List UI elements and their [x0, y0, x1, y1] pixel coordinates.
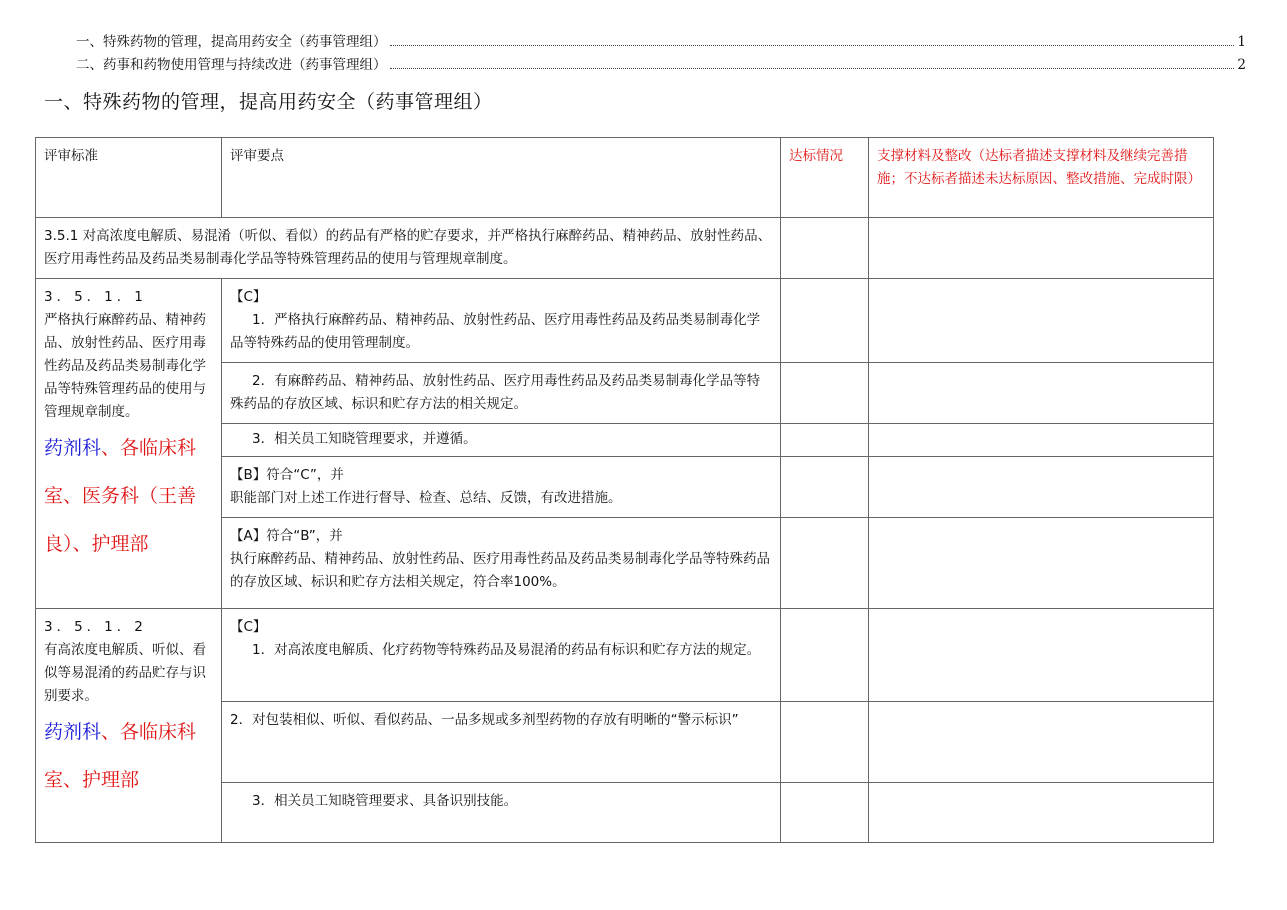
key-point-c3 — [222, 783, 781, 843]
table-header-row — [36, 138, 1214, 218]
review-table — [35, 137, 1214, 843]
materials-cell[interactable] — [869, 609, 1214, 702]
header-compliance: 达标情况 — [781, 138, 869, 218]
materials-cell[interactable] — [869, 424, 1214, 457]
toc-leader-dots — [390, 45, 1235, 46]
toc-entry-1[interactable] — [76, 30, 1246, 53]
grade-label: 【B】符合“C”，并 — [230, 467, 344, 483]
key-point-text: 3．相关员工知晓管理要求、具备识别技能。 — [252, 793, 518, 809]
compliance-cell[interactable] — [781, 218, 869, 279]
header-key-points: 评审要点 — [222, 138, 781, 218]
grade-label: 【C】 — [230, 619, 267, 635]
responsible-departments — [44, 424, 213, 568]
key-point-text: 1．严格执行麻醉药品、精神药品、放射性药品、医疗用毒性药品及药品类易制毒化学品等特殊药品的使用管理制度。 — [230, 312, 761, 351]
toc-page-number: 2 — [1237, 57, 1246, 73]
standard-description: 严格执行麻醉药品、精神药品、放射性药品、医疗用毒性药品及药品类易制毒化学品等特殊管理药品的使用与管理规章制度。 — [44, 312, 206, 420]
header-supporting-materials: 支撑材料及整改（达标者描述支撑材料及继续完善措施；不达标者描述未达标原因、整改措施、完成时限） — [869, 138, 1214, 218]
key-point-a — [222, 518, 781, 609]
toc-entry-text: 二、药事和药物使用管理与持续改进（药事管理组） — [76, 57, 387, 73]
toc-entry-text: 一、特殊药物的管理，提高用药安全（药事管理组） — [76, 34, 387, 50]
key-point-text: 3．相关员工知晓管理要求，并遵循。 — [252, 431, 477, 447]
key-point-c1 — [222, 609, 781, 702]
key-point-text: 2．有麻醉药品、精神药品、放射性药品、医疗用毒性药品及药品类易制毒化学品等特殊药品的存放区域、标识和贮存方法的相关规定。 — [230, 373, 761, 412]
compliance-cell[interactable] — [781, 457, 869, 518]
key-point-text: 2．对包装相似、听似、看似药品、一品多规或多剂型药物的存放有明晰的“警示标识” — [230, 712, 739, 728]
materials-cell[interactable] — [869, 279, 1214, 363]
responsible-departments — [44, 708, 213, 804]
materials-cell[interactable] — [869, 783, 1214, 843]
dept-primary: 药剂科 — [44, 721, 102, 743]
key-point-c3 — [222, 424, 781, 457]
compliance-cell[interactable] — [781, 609, 869, 702]
standard-code: 3．5．1．1 — [44, 289, 147, 305]
compliance-cell[interactable] — [781, 702, 869, 783]
table-row — [36, 609, 1214, 702]
materials-cell[interactable] — [869, 363, 1214, 424]
compliance-cell[interactable] — [781, 424, 869, 457]
section-heading: 一、特殊药物的管理，提高用药安全（药事管理组） — [44, 91, 493, 113]
key-point-c2 — [222, 363, 781, 424]
toc-leader-dots — [390, 68, 1235, 69]
key-point-text: 职能部门对上述工作进行督导、检查、总结、反馈，有改进措施。 — [230, 490, 622, 506]
materials-cell[interactable] — [869, 457, 1214, 518]
section-standard-text: 3.5.1 对高浓度电解质、易混淆（听似、看似）的药品有严格的贮存要求，并严格执行麻醉药品、精神药品、放射性药品、医疗用毒性药品及药品类易制毒化学品等特殊管理药品的使用与管理规章制度。 — [36, 218, 781, 279]
grade-label: 【C】 — [230, 289, 267, 305]
dept-others: 、各临床科室、护理部 — [44, 721, 197, 791]
compliance-cell[interactable] — [781, 279, 869, 363]
compliance-cell[interactable] — [781, 783, 869, 843]
section-row — [36, 218, 1214, 279]
standard-cell-item1 — [36, 279, 222, 609]
grade-label: 【A】符合“B”，并 — [230, 528, 343, 544]
materials-cell[interactable] — [869, 702, 1214, 783]
table-row — [36, 279, 1214, 363]
key-point-c2 — [222, 702, 781, 783]
key-point-text: 1．对高浓度电解质、化疗药物等特殊药品及易混淆的药品有标识和贮存方法的规定。 — [252, 642, 761, 658]
toc-page-number: 1 — [1237, 34, 1246, 50]
compliance-cell[interactable] — [781, 363, 869, 424]
key-point-text: 执行麻醉药品、精神药品、放射性药品、医疗用毒性药品及药品类易制毒化学品等特殊药品的存放区域、标识和贮存方法相关规定，符合率100%。 — [230, 551, 770, 590]
compliance-cell[interactable] — [781, 518, 869, 609]
dept-primary: 药剂科 — [44, 437, 102, 459]
key-point-c1 — [222, 279, 781, 363]
materials-cell[interactable] — [869, 218, 1214, 279]
standard-cell-item2 — [36, 609, 222, 843]
standard-code: 3．5．1．2 — [44, 619, 147, 635]
materials-cell[interactable] — [869, 518, 1214, 609]
header-standard: 评审标准 — [36, 138, 222, 218]
dept-others: 、各临床科室、医务科（王善良）、护理部 — [44, 437, 197, 555]
key-point-b — [222, 457, 781, 518]
toc-entry-2[interactable] — [76, 53, 1246, 76]
standard-description: 有高浓度电解质、听似、看似等易混淆的药品贮存与识别要求。 — [44, 642, 206, 704]
table-of-contents — [76, 30, 1246, 76]
